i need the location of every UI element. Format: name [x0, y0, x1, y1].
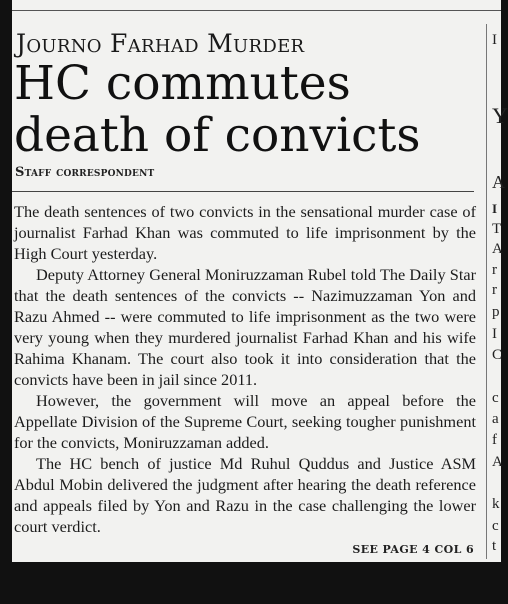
article-paragraph: However, the government will move an appeal before the Appellate Division of the Supreme Court, seeking tougher punishment for the convicts, Moniruzzaman added.: [14, 391, 476, 452]
adjacent-fragment: C: [492, 347, 503, 363]
article-paragraph: The HC bench of justice Md Ruhul Quddus and Justice ASM Abdul Mobin delivered the judgment after hearing the death reference and appeals filed by Yon and Razu in the case challenging the lower court verdict.: [14, 454, 476, 536]
adjacent-fragment: Y: [492, 103, 508, 128]
continued-reference: SEE PAGE 4 COL 6: [352, 543, 474, 556]
adjacent-fragment: c: [492, 390, 499, 406]
adjacent-fragment: I: [492, 201, 498, 216]
adjacent-fragment: A: [492, 241, 503, 257]
newspaper-page: [12, 0, 508, 562]
adjacent-fragment: p: [492, 304, 500, 320]
column-rule: [486, 24, 487, 559]
top-rule: [12, 10, 501, 11]
article-paragraph: The death sentences of two convicts in the sensational murder case of journalist Farhad Khan was commuted to life imprisonment by the High Court yesterday.: [14, 202, 476, 263]
adjacent-fragment: r: [492, 262, 497, 278]
adjacent-fragment: t: [492, 538, 497, 554]
article-body: [14, 201, 476, 537]
adjacent-fragment: A: [492, 172, 505, 192]
article-byline: Staff correspondent: [15, 165, 155, 180]
adjacent-fragment: T: [492, 221, 502, 237]
byline-rule: [12, 191, 474, 192]
adjacent-fragment: r: [492, 282, 497, 298]
adjacent-fragment: I: [492, 326, 497, 342]
adjacent-fragment: a: [492, 411, 499, 427]
article-paragraph: Deputy Attorney General Moniruzzaman Rubel told The Daily Star that the death sentences of the convicts -- Nazimuzzaman Yon and Razu Ahmed -- were commuted to life imprisonment as the two were very young when they murdered journalist Farhad Khan and his wife Rahima Khanam. The court also took it into consideration that the convicts have been in jail since 2011.: [14, 265, 476, 389]
adjacent-fragment: I: [492, 32, 497, 48]
adjacent-fragment: c: [492, 518, 499, 534]
article-headline: HC commutes death of convicts: [14, 56, 421, 163]
article-kicker: Journo Farhad Murder: [16, 29, 305, 58]
adjacent-fragment: A: [492, 454, 503, 470]
adjacent-fragment: k: [492, 496, 500, 512]
adjacent-fragment: f: [492, 432, 497, 448]
